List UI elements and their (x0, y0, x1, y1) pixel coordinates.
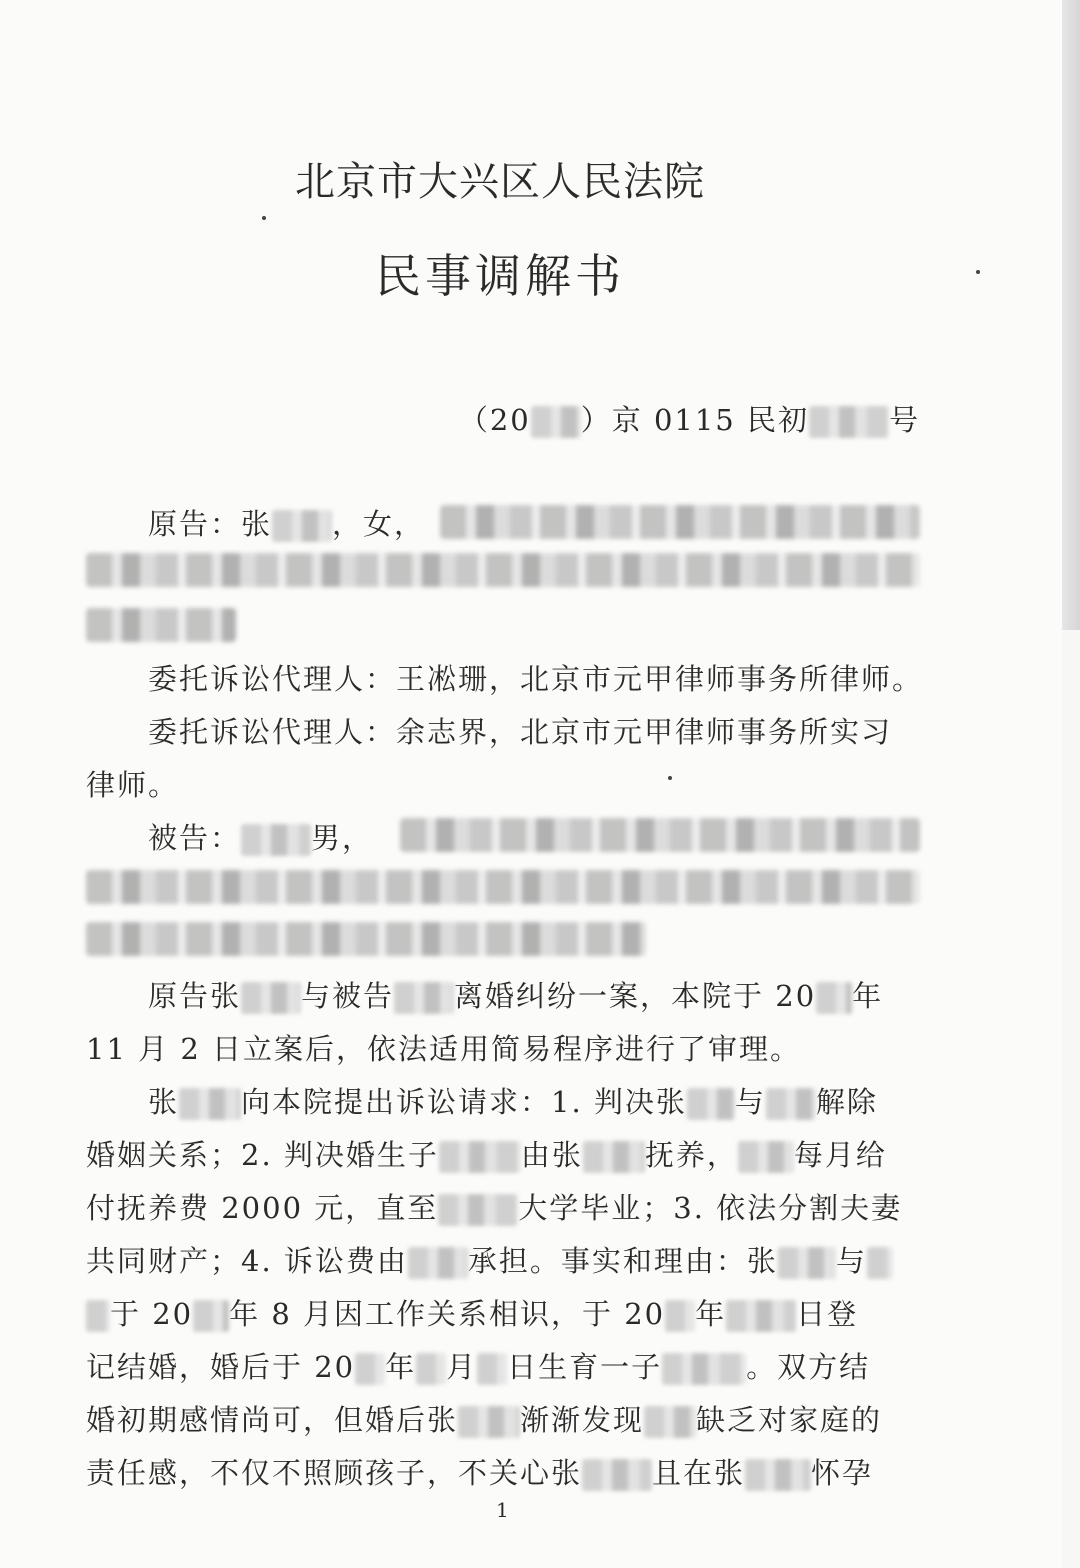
redacted-text (726, 1300, 796, 1332)
redacted-text (644, 1406, 696, 1438)
redacted-text (687, 1088, 735, 1120)
redacted-text (745, 1459, 811, 1491)
page-edge (1062, 0, 1080, 630)
redacted-text (394, 982, 454, 1014)
redacted-text (665, 1300, 695, 1332)
redacted-text (179, 1088, 241, 1120)
redacted-text (738, 1141, 794, 1173)
redacted-text (458, 1406, 520, 1438)
redacted-block (86, 608, 236, 642)
redacted-text (193, 1300, 229, 1332)
redacted-text (778, 1247, 836, 1279)
redacted-block (86, 870, 920, 904)
redacted-text (241, 982, 301, 1014)
redacted-text (583, 1141, 645, 1173)
body-line: 11 月 2 日立案后，依法适用简易程序进行了审理。 (86, 1032, 802, 1066)
redacted-text (531, 406, 581, 438)
redacted-block (86, 553, 920, 587)
agent-line: 委托诉讼代理人：余志界，北京市元甲律师事务所实习 (148, 715, 893, 749)
redacted-text (355, 1353, 385, 1385)
page-number: 1 (496, 1498, 509, 1522)
redacted-text (766, 1088, 816, 1120)
redacted-text (416, 1353, 446, 1385)
redacted-text (867, 1247, 893, 1279)
body-line: 婚初期感情尚可，但婚后张 渐渐发现 缺乏对家庭的 (86, 1403, 883, 1437)
body-line: 于 20 年 8 月因工作关系相识，于 20 年 日登 (86, 1296, 920, 1332)
court-name: 北京市大兴区人民法院 (295, 159, 705, 205)
body-line: 原告张 与被告 离婚纠纷一案，本院于 20 年 (148, 979, 884, 1013)
case-number: （20 ）京 0115 民初 号 (458, 403, 920, 437)
document-title: 民事调解书 (375, 249, 625, 303)
redacted-text (241, 824, 311, 856)
redacted-text (809, 406, 889, 438)
speck (262, 216, 266, 220)
redacted-block (86, 922, 646, 956)
body-line: 记结婚，婚后于 20 年 月 日生育一子 。双方结 (86, 1350, 871, 1384)
redacted-text (439, 1141, 521, 1173)
redacted-text (477, 1353, 507, 1385)
redacted-text (272, 510, 332, 542)
body-line: 婚姻关系；2. 判决婚生子 由张 抚养， 每月给 (86, 1138, 887, 1172)
redacted-block (400, 818, 920, 852)
redacted-text (408, 1247, 468, 1279)
redacted-text (816, 982, 852, 1014)
defendant-line: 被告： 男， (148, 821, 374, 855)
redacted-text (438, 1194, 518, 1226)
redacted-text (86, 1300, 110, 1332)
redacted-text (582, 1459, 652, 1491)
body-line: 张 向本院提出诉讼请求：1. 判决张 与 解除 (148, 1085, 878, 1119)
body-line: 共同财产；4. 诉讼费由 承担。事实和理由：张 与 (86, 1243, 920, 1279)
agent-line: 委托诉讼代理人：王凇珊，北京市元甲律师事务所律师。 (148, 662, 924, 696)
redacted-block (440, 505, 920, 539)
body-line: 责任感，不仅不照顾孩子，不关心张 且在张 怀孕 (86, 1456, 874, 1490)
redacted-text (662, 1353, 746, 1385)
body-line: 付抚养费 2000 元，直至 大学毕业；3. 依法分割夫妻 (86, 1191, 903, 1225)
plaintiff-line: 原告：张 ，女， (148, 507, 426, 541)
agent-line: 律师。 (86, 768, 180, 802)
